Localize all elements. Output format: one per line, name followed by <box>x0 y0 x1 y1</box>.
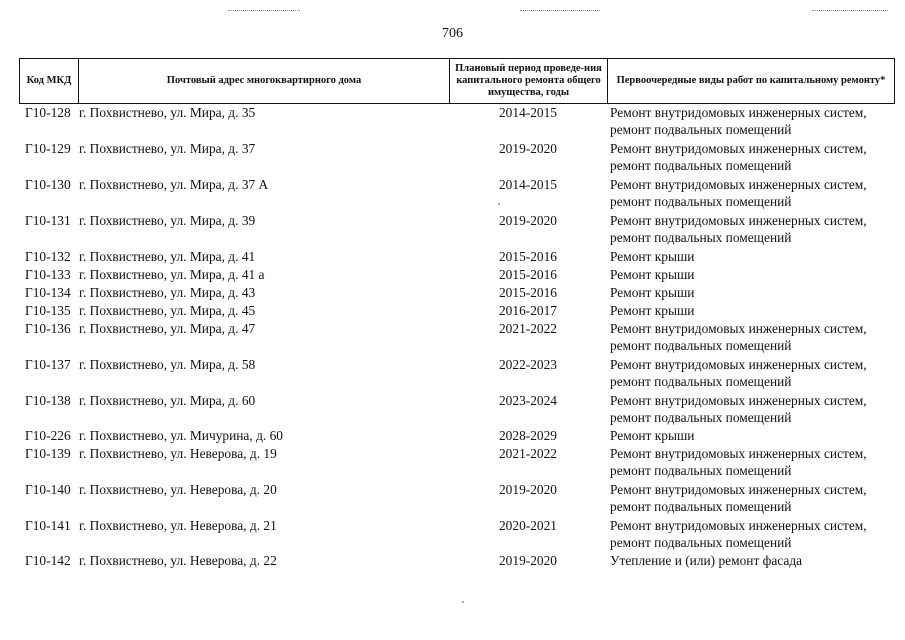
cell-works: Ремонт внутридомовых инженерных систем, ремонт подвальных помещений <box>610 177 867 209</box>
cell-address: г. Похвистнево, ул. Мира, д. 60 <box>79 393 256 408</box>
table-row <box>19 320 895 353</box>
cell-address: г. Похвистнево, ул. Мира, д. 37 <box>79 141 256 156</box>
cell-works: Ремонт внутридомовых инженерных систем, ремонт подвальных помещений <box>610 213 867 245</box>
cell-works: Ремонт внутридомовых инженерных систем, ремонт подвальных помещений <box>610 518 867 550</box>
cell-code: Г10-134 <box>25 285 71 300</box>
cell-works: Ремонт внутридомовых инженерных систем, ремонт подвальных помещений <box>610 357 867 389</box>
cell-address: г. Похвистнево, ул. Мира, д. 41 а <box>79 267 265 282</box>
cell-code: Г10-226 <box>25 428 71 443</box>
header-address: Почтовый адрес многоквартирного дома <box>79 59 450 103</box>
cell-period: 2016-2017 <box>498 303 558 318</box>
cell-address: г. Похвистнево, ул. Мира, д. 43 <box>79 285 256 300</box>
table-row <box>19 248 895 265</box>
table-row <box>19 266 895 283</box>
cell-period: 2014-2015 <box>498 105 558 120</box>
table-row <box>19 427 895 444</box>
cell-code: Г10-129 <box>25 141 71 156</box>
cell-period: 2028-2029 <box>498 428 558 443</box>
cell-works: Утепление и (или) ремонт фасада <box>610 553 803 568</box>
table-row <box>19 481 895 514</box>
scan-mark <box>812 10 888 12</box>
cell-address: г. Похвистнево, ул. Неверова, д. 20 <box>79 482 277 497</box>
cell-address: г. Похвистнево, ул. Мира, д. 41 <box>79 249 256 264</box>
cell-address: г. Похвистнево, ул. Мира, д. 45 <box>79 303 256 318</box>
cell-works: Ремонт крыши <box>610 249 695 264</box>
cell-code: Г10-142 <box>25 553 71 568</box>
cell-period: 2015-2016 <box>498 285 558 300</box>
header-works: Первоочередные виды работ по капитальному ремонту* <box>616 75 886 86</box>
cell-period: 2019-2020 <box>498 482 558 497</box>
scan-mark <box>228 10 300 12</box>
scan-speck <box>498 203 500 205</box>
cell-period: 2021-2022 <box>498 321 558 336</box>
table-row <box>19 140 895 173</box>
cell-works: Ремонт внутридомовых инженерных систем, ремонт подвальных помещений <box>610 482 867 514</box>
cell-code: Г10-141 <box>25 518 71 533</box>
table-row <box>19 104 895 137</box>
cell-address: г. Похвистнево, ул. Мира, д. 47 <box>79 321 256 336</box>
table-row <box>19 392 895 425</box>
cell-code: Г10-132 <box>25 249 71 264</box>
table-row <box>19 212 895 245</box>
cell-code: Г10-139 <box>25 446 71 461</box>
scan-mark <box>520 10 600 12</box>
cell-period: 2015-2016 <box>498 249 558 264</box>
table-row <box>19 517 895 550</box>
cell-code: Г10-137 <box>25 357 71 372</box>
cell-address: г. Похвистнево, ул. Мичурина, д. 60 <box>79 428 283 443</box>
cell-period: 2022-2023 <box>498 357 558 372</box>
table-header <box>19 58 895 104</box>
table-row <box>19 176 895 209</box>
cell-code: Г10-140 <box>25 482 71 497</box>
cell-address: г. Похвистнево, ул. Неверова, д. 21 <box>79 518 277 533</box>
cell-works: Ремонт внутридомовых инженерных систем, ремонт подвальных помещений <box>610 446 867 478</box>
cell-address: г. Похвистнево, ул. Мира, д. 37 А <box>79 177 269 192</box>
cell-code: Г10-131 <box>25 213 71 228</box>
cell-address: г. Похвистнево, ул. Мира, д. 35 <box>79 105 256 120</box>
cell-works: Ремонт внутридомовых инженерных систем, ремонт подвальных помещений <box>610 105 867 137</box>
cell-address: г. Похвистнево, ул. Неверова, д. 19 <box>79 446 277 461</box>
cell-works: Ремонт крыши <box>610 428 695 443</box>
cell-works: Ремонт внутридомовых инженерных систем, ремонт подвальных помещений <box>610 141 867 173</box>
cell-period: 2019-2020 <box>498 553 558 568</box>
cell-period: 2014-2015 <box>498 177 558 192</box>
cell-code: Г10-133 <box>25 267 71 282</box>
cell-code: Г10-130 <box>25 177 71 192</box>
cell-period: 2015-2016 <box>498 267 558 282</box>
cell-address: г. Похвистнево, ул. Мира, д. 58 <box>79 357 256 372</box>
cell-period: 2020-2021 <box>498 518 558 533</box>
cell-code: Г10-138 <box>25 393 71 408</box>
cell-code: Г10-135 <box>25 303 71 318</box>
cell-period: 2021-2022 <box>498 446 558 461</box>
page-number: 706 <box>442 26 463 41</box>
cell-code: Г10-128 <box>25 105 71 120</box>
cell-works: Ремонт внутридомовых инженерных систем, ремонт подвальных помещений <box>610 393 867 425</box>
cell-works: Ремонт внутридомовых инженерных систем, ремонт подвальных помещений <box>610 321 867 353</box>
header-period: Плановый период проведе-ния капитального ремонта общего имущества, годы <box>450 59 608 103</box>
table-row <box>19 302 895 319</box>
cell-address: г. Похвистнево, ул. Неверова, д. 22 <box>79 553 277 568</box>
cell-works: Ремонт крыши <box>610 303 695 318</box>
cell-works: Ремонт крыши <box>610 285 695 300</box>
scan-artifacts <box>0 10 905 13</box>
header-code: Код МКД <box>20 59 79 103</box>
cell-works: Ремонт крыши <box>610 267 695 282</box>
cell-address: г. Похвистнево, ул. Мира, д. 39 <box>79 213 256 228</box>
cell-period: 2019-2020 <box>498 141 558 156</box>
cell-code: Г10-136 <box>25 321 71 336</box>
cell-period: 2019-2020 <box>498 213 558 228</box>
table-row <box>19 552 895 569</box>
table-row <box>19 445 895 478</box>
table-row <box>19 284 895 301</box>
scan-speck <box>462 601 464 603</box>
table-row <box>19 356 895 389</box>
cell-period: 2023-2024 <box>498 393 558 408</box>
